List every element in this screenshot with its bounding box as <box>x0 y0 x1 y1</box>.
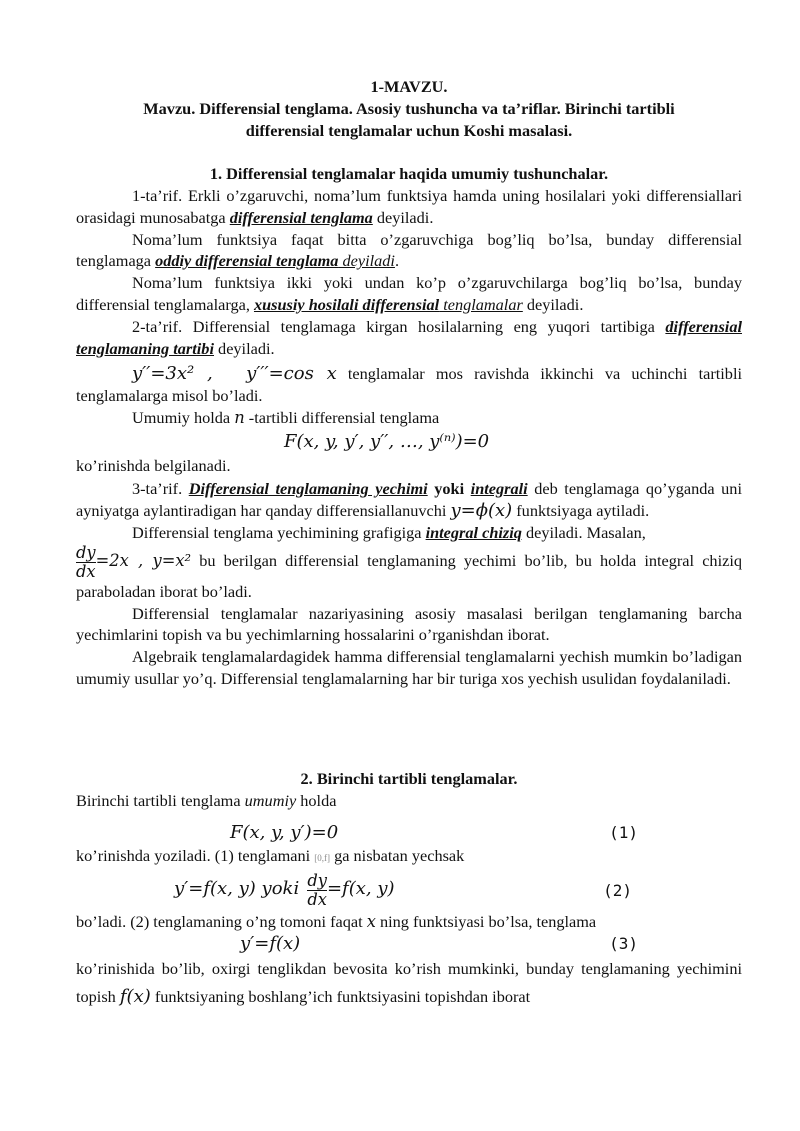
definition-2: 2-ta’rif. Differensial tenglamaga kirgan hosilalarning eng yuqori tartibiga differensial tenglamaning tartibi deyiladi. <box>76 316 742 358</box>
paragraph-examples: y′′=3x² , y′′′=cos x tenglamalar mos ravishda ikkinchi va uchinchi tartibli tenglamalarga misol bo’ladi. <box>76 363 742 406</box>
paragraph-main-problem: Differensial tenglamalar nazariyasining asosiy masalasi berilgan tenglamaning barcha yechimlarini topish va bu yechimlarning hossalarini o’rganishdan iborat. <box>76 603 742 645</box>
title-line-1: Mavzu. Differensial tenglama. Asosiy tushuncha va ta’riflar. Birinchi tartibli <box>143 99 675 118</box>
term-differential-equation: differensial tenglama <box>229 207 373 227</box>
title-line-2: differensial tenglamalar uchun Koshi masalasi. <box>245 121 573 140</box>
paragraph-antiderivative: ko’rinishida bo’lib, oxirgi tenglikdan bevosita ko’rish mumkinki, bunday tenglamaning yechimini topish f(x) funktsiyaning boshlang’ich funktsiyasini topishdan iborat <box>76 958 742 1007</box>
equation-1: F(x, y, y′)=0 (1) <box>230 821 638 843</box>
section2-heading: 2. Birinchi tartibli tenglamalar. <box>300 769 518 788</box>
paragraph-pde: Noma’lum funktsiya ikki yoki undan ko’p o’zgaruvchilarga bog’liq bo’lsa, bunday differensial tenglamalarga, xususiy hosilali differensial tenglamalar deyiladi. <box>76 273 742 314</box>
section1-body <box>76 185 742 690</box>
section1-heading: 1. Differensial tenglamalar haqida umumiy tushunchalar. <box>209 164 609 183</box>
topic-number: 1-MAVZU. <box>370 77 448 96</box>
function-fx: f(x) <box>119 985 151 1007</box>
paragraph-example-parabola: $\frac{dy}{dx}$ =2x , y=x² bu berilgan differensial tenglamaning yechimi bo’lib, bu holda integral chiziq paraboladan iborat bo’ladi. <box>76 542 742 601</box>
paragraph-integral-curve: Differensial tenglama yechimining grafigiga integral chiziq deyiladi. Masalan, <box>132 522 646 542</box>
paragraph-right-side: bo’ladi. (2) tenglamaning o’ng tomoni faqat x ning funktsiyasi bo’lsa, tenglama <box>76 912 597 932</box>
paragraph-solve: ko’rinishda yoziladi. (1) tenglamani [0,f] ga nisbatan yechsak <box>76 846 465 866</box>
function-phi: y=ϕ(x) <box>450 500 513 522</box>
paragraph-general: Umumiy holda n -tartibli differensial tenglama <box>132 407 440 427</box>
equation-2: y′=f(x, y) yoki $\frac{dy}{dx}$ =f(x, y) (2) <box>174 871 632 910</box>
paragraph-methods: Algebraik tenglamalardagidek hamma differensial tenglamalarni yechish mumkin bo’ladigan umumiy usullar yo’q. Differensial tenglamalarning har bir turiga xos yechish usulidan foydalaniladi. <box>76 647 742 688</box>
paragraph-first-order: Birinchi tartibli tenglama umumiy holda <box>76 790 337 810</box>
paragraph-notation: ko’rinishda belgilanadi. <box>76 455 231 475</box>
definition-3: 3-ta’rif. Differensial tenglamaning yechimi yoki integrali deb tenglamaga qo’yganda uni ayniyatga aylantiradigan har qanday differensiallanuvchi y=ϕ(x) funktsiyaga aytiladi. <box>76 479 742 522</box>
equation-3: y′=f(x) (3) <box>240 932 638 954</box>
fraction-dy-dx: $\frac{dy}{dx}$ <box>76 542 96 581</box>
section2-body <box>76 768 742 1011</box>
equation-second-order: y′′=3x² , <box>132 363 213 385</box>
equation-third-order: y′′′=cos x <box>246 363 337 385</box>
paragraph-ode: Noma’lum funktsiya faqat bitta o’zgaruvchiga bog’liq bo’lsa, bunday differensial tenglamaga oddiy differensial tenglama deyiladi. <box>76 229 742 271</box>
definition-1: 1-ta’rif. Erkli o’zgaruvchi, noma’lum funktsiya hamda uning hosilalari yoki differensiallari orasidagi munosabatga differensial tenglama deyiladi. <box>76 186 742 227</box>
equation-general: F(x, y, y′, y′′, …, y⁽ⁿ⁾)=0 <box>284 430 490 452</box>
